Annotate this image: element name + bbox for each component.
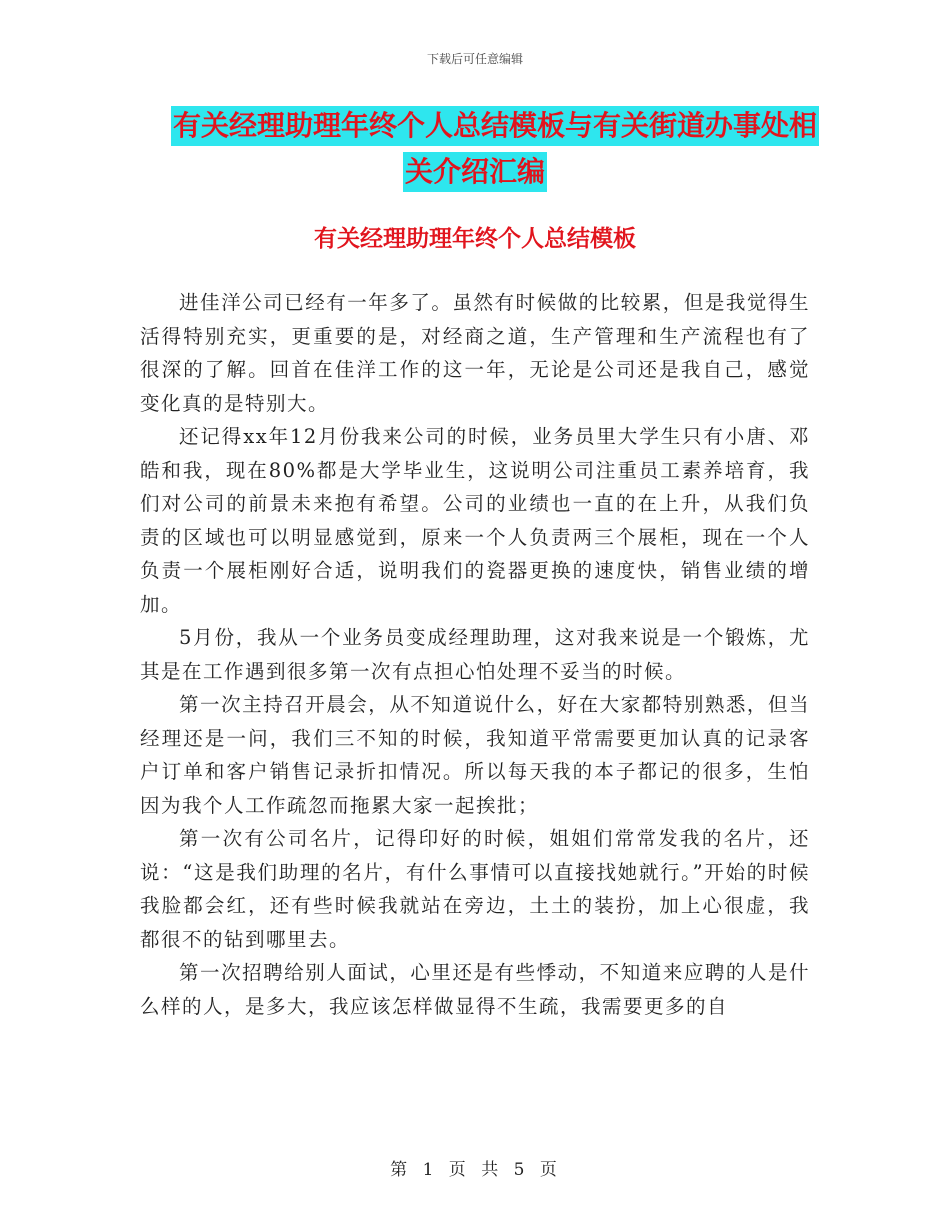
- page-footer: [0, 1155, 950, 1180]
- header-note: 下载后可任意编辑: [426, 52, 523, 66]
- footer-page-number: 1: [422, 1160, 437, 1180]
- paragraph: 第一次主持召开晨会，从不知道说什么，好在大家都特别熟悉，但当经理还是一问，我们三不知的时候，我知道平常需要更加认真的记录客户订单和客户销售记录折扣情况。所以每天我的本子都记的很多，生怕因为我个人工作疏忽而拖累大家一起挨批；: [140, 693, 810, 817]
- document-title: [0, 106, 950, 192]
- document-title-line-2: 关介绍汇编: [403, 152, 547, 192]
- footer-label-ye2: 页: [539, 1160, 560, 1180]
- paragraph: 第一次有公司名片，记得印好的时候，姐姐们常常发我的名片，还说：“这是我们助理的名片，有什么事情可以直接找她就行。”开始的时候我脸都会红，还有些时候我就站在旁边，土土的装扮，加上心很虚，我都很不的钻到哪里去。: [140, 827, 810, 951]
- footer-label-gong: 共: [481, 1160, 502, 1180]
- footer-label-ye: 页: [448, 1160, 469, 1180]
- paragraph: 进佳洋公司已经有一年多了。虽然有时候做的比较累，但是我觉得生活得特别充实，更重要的是，对经商之道，生产管理和生产流程也有了很深的了解。回首在佳洋工作的这一年，无论是公司还是我自己，感觉变化真的是特别大。: [140, 291, 810, 415]
- footer-total-pages: 5: [513, 1160, 528, 1180]
- paragraph: 还记得xx年12月份我来公司的时候，业务员里大学生只有小唐、邓皓和我，现在80%都是大学毕业生，这说明公司注重员工素养培育，我们对公司的前景未来抱有希望。公司的业绩也一直的在上升，从我们负责的区域也可以明显感觉到，原来一个人负责两三个展柜，现在一个人负责一个展柜刚好合适，说明我们的瓷器更换的速度快，销售业绩的增加。: [140, 425, 810, 616]
- footer-label-di: 第: [390, 1160, 411, 1180]
- body-text: [140, 286, 810, 1023]
- paragraph: 第一次招聘给别人面试，心里还是有些悸动，不知道来应聘的人是什么样的人，是多大，我应该怎样做显得不生疏，我需要更多的自: [140, 961, 810, 1018]
- document-title-line-1: 有关经理助理年终个人总结模板与有关街道办事处相: [171, 106, 819, 146]
- paragraph: 5月份，我从一个业务员变成经理助理，这对我来说是一个锻炼，尤其是在工作遇到很多第一次有点担心怕处理不妥当的时候。: [140, 626, 810, 683]
- section-title: 有关经理助理年终个人总结模板: [314, 226, 636, 252]
